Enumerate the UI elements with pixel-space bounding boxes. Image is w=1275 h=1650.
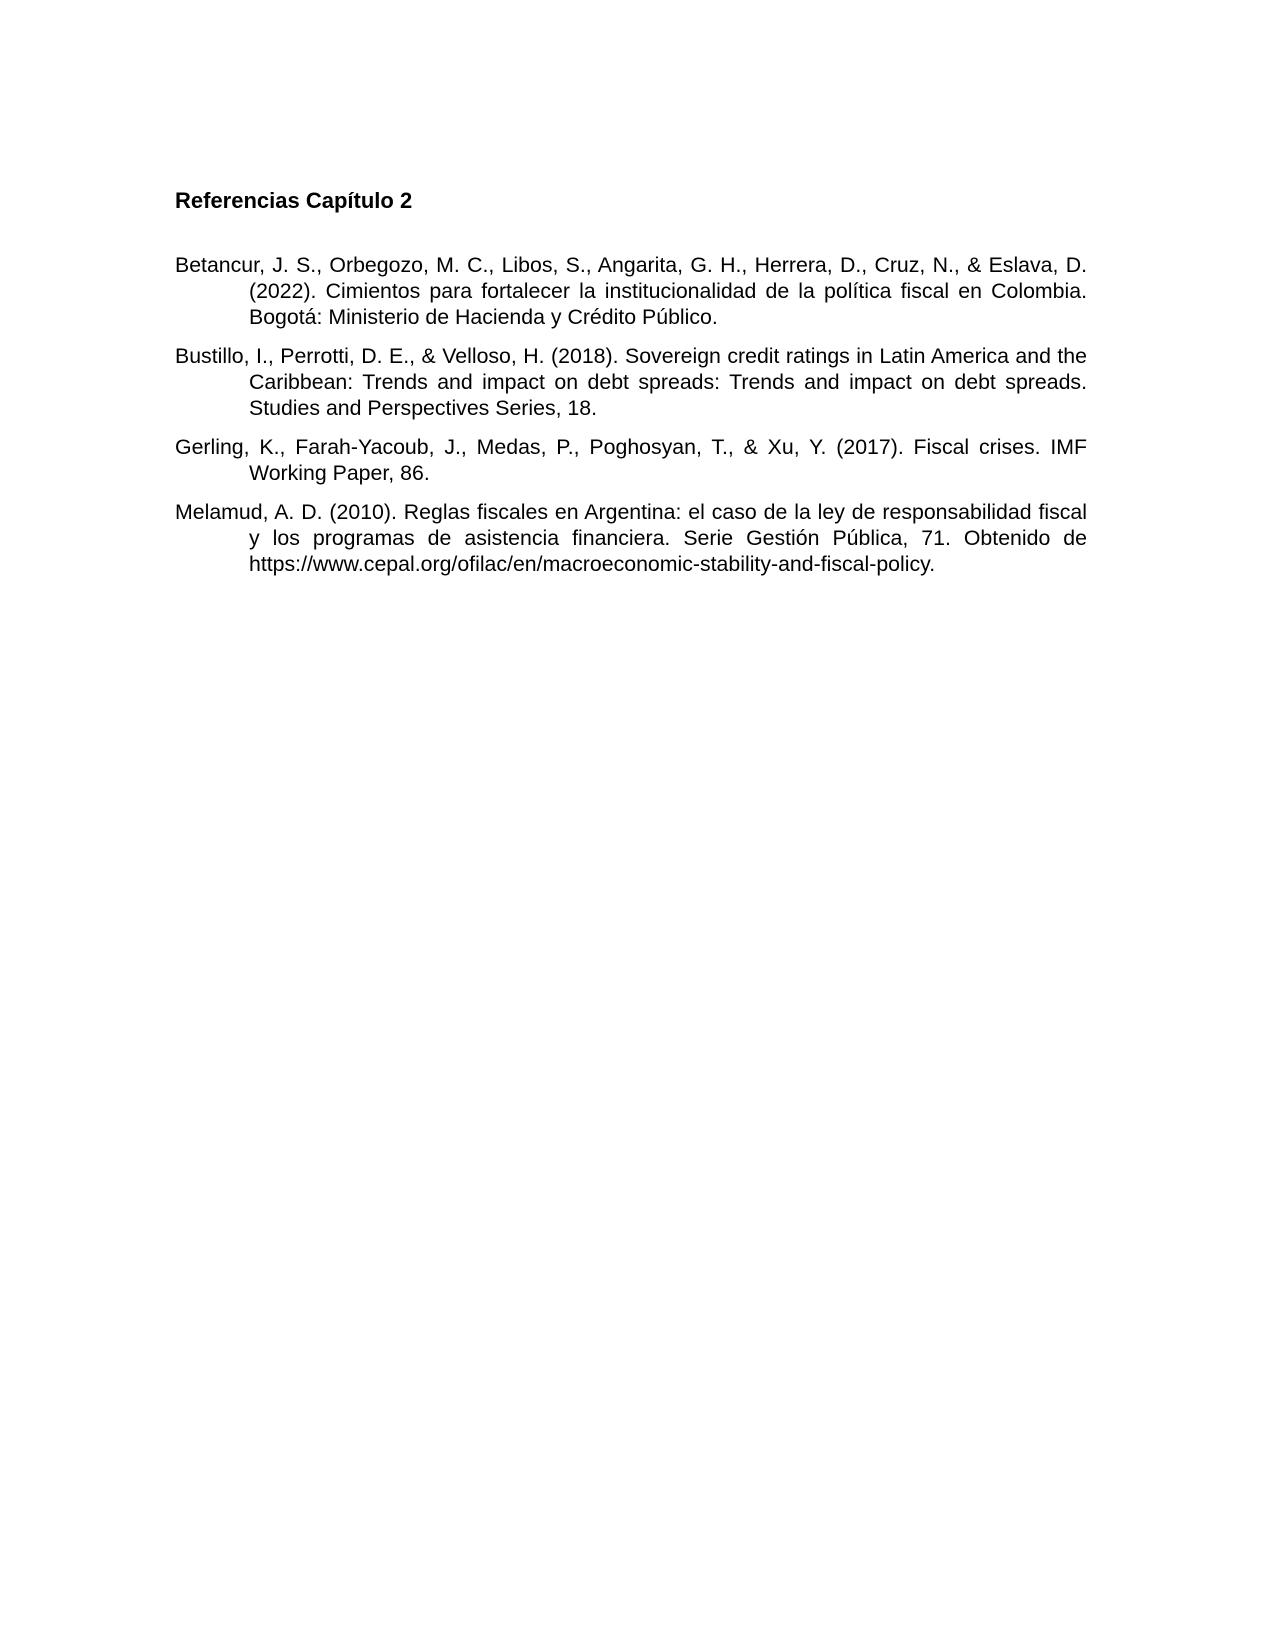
reference-list	[175, 252, 1087, 577]
reference-item-melamud: Melamud, A. D. (2010). Reglas fiscales en Argentina: el caso de la ley de responsabilidad fiscal y los programas de asistencia financiera. Serie Gestión Pública, 71. Obtenido de https://www.cepal.org/ofilac/en/macroeconomic-stability-and-fiscal-policy.	[175, 500, 1087, 576]
reference-item-bustillo: Bustillo, I., Perrotti, D. E., & Velloso, H. (2018). Sovereign credit ratings in Latin America and the Caribbean: Trends and impact on debt spreads: Trends and impact on debt spreads. Studies and Perspectives Series, 18.	[175, 344, 1087, 420]
reference-item-gerling: Gerling, K., Farah-Yacoub, J., Medas, P., Poghosyan, T., & Xu, Y. (2017). Fiscal crises. IMF Working Paper, 86.	[175, 435, 1087, 485]
references-section	[175, 186, 1087, 590]
reference-item-betancur: Betancur, J. S., Orbegozo, M. C., Libos, S., Angarita, G. H., Herrera, D., Cruz, N., & Eslava, D. (2022). Cimientos para fortalecer la institucionalidad de la política fiscal en Colombia. Bogotá: Ministerio de Hacienda y Crédito Público.	[175, 253, 1087, 329]
page-title: Referencias Capítulo 2	[175, 188, 413, 213]
